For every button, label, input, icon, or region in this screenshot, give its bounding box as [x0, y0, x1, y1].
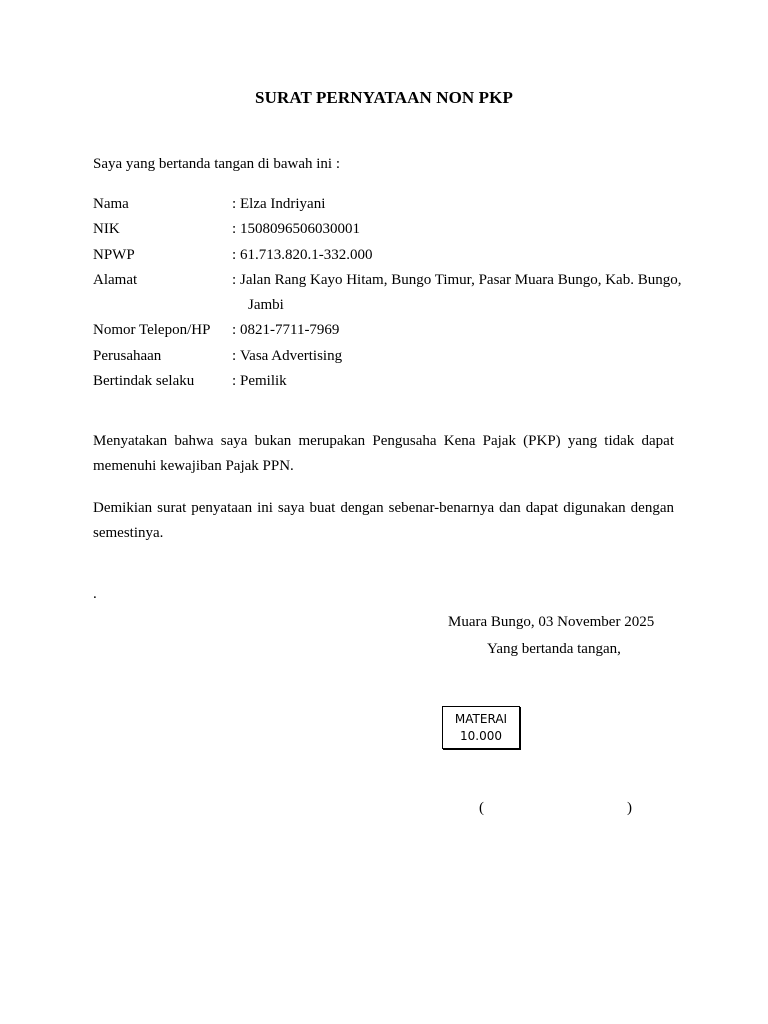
signer-label: Yang bertanda tangan, [487, 641, 621, 657]
intro-text: Saya yang bertanda tangan di bawah ini : [93, 156, 341, 172]
field-label: Alamat [93, 271, 138, 288]
stamp-line-1: MATERAI [454, 712, 508, 726]
field-row-nama [93, 192, 683, 217]
signature-paren-close: ) [627, 800, 632, 816]
field-row-alamat [93, 268, 683, 319]
field-value: Jalan Rang Kayo Hitam, Bungo Timur, Pasar Muara Bungo, Kab. Bungo, Jambi [240, 271, 682, 314]
identity-fields [93, 192, 683, 394]
field-value: Vasa Advertising [240, 347, 343, 364]
field-label: Bertindak selaku [93, 373, 195, 390]
field-value: 61.713.820.1-332.000 [240, 246, 373, 263]
signature-paren-open: ( [479, 800, 484, 816]
closing-paragraph: Demikian surat penyataan ini saya buat dengan sebenar-benarnya dan dapat digunakan dengan semestinya. [93, 500, 674, 541]
field-separator: : [232, 373, 237, 390]
field-row-telepon [93, 318, 683, 343]
field-separator: : [232, 271, 237, 288]
field-separator: : [232, 322, 237, 339]
place-date: Muara Bungo, 03 November 2025 [448, 614, 655, 630]
field-separator: : [232, 221, 237, 238]
statement-paragraph: Menyatakan bahwa saya bukan merupakan Pengusaha Kena Pajak (PKP) yang tidak dapat memenuhi kewajiban Pajak PPN. [93, 433, 674, 474]
stamp-line-2: 10.000 [460, 729, 502, 743]
field-label: Perusahaan [93, 347, 162, 364]
field-label: Nama [93, 196, 129, 212]
document-title: SURAT PERNYATAAN NON PKP [255, 88, 513, 107]
field-row-npwp [93, 243, 683, 268]
field-row-nik [93, 217, 683, 242]
field-label: Nomor Telepon/HP [93, 322, 211, 339]
field-value: 0821-7711-7969 [240, 322, 340, 339]
field-label: NIK [93, 221, 120, 238]
stray-dot: . [93, 586, 97, 602]
materai-stamp-box [442, 706, 520, 749]
field-separator: : [232, 196, 237, 212]
field-value: Pemilik [240, 373, 287, 390]
field-value: Elza Indriyani [240, 196, 326, 212]
field-label: NPWP [93, 246, 135, 263]
field-row-jabatan [93, 369, 683, 394]
field-separator: : [232, 347, 237, 364]
field-value: 1508096506030001 [240, 221, 360, 238]
field-separator: : [232, 246, 237, 263]
field-row-perusahaan [93, 344, 683, 369]
